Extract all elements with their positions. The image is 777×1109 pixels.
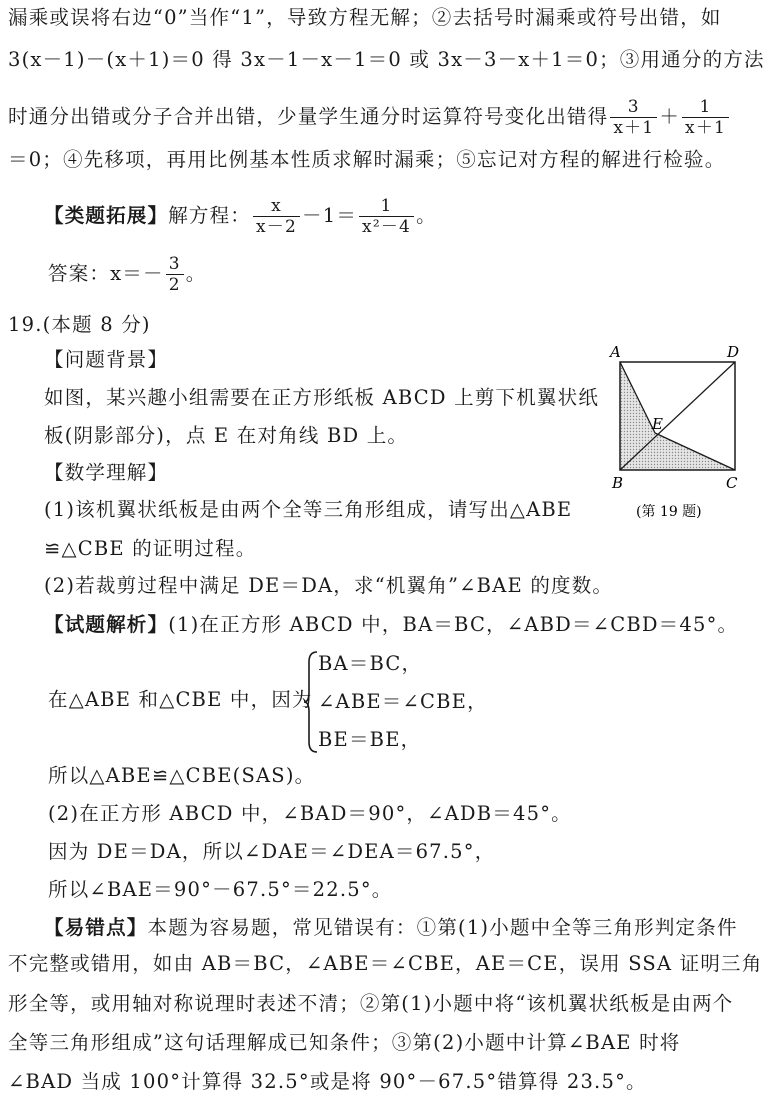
label-a: A	[610, 343, 621, 361]
answer-end: 。	[185, 262, 207, 285]
fraction-denominator: x＋1	[685, 118, 727, 138]
condition-1: BA＝BC，	[318, 652, 423, 675]
fraction-denominator: x＋1	[613, 118, 655, 138]
error-line-1-text: 本题为容易题，常见错误有：①第(1)小题中全等三角形判定条件	[147, 916, 738, 939]
text-line-4: ＝0；④先移项，再用比例基本性质求解时漏乘；⑤忘记对方程的解进行检验。	[8, 148, 726, 171]
fraction-1	[610, 97, 657, 138]
text-line-2: 3(x－1)－(x＋1)＝0 得 3x－1－x－1＝0 或 3x－3－x＋1＝0；③用通分的方法	[8, 48, 765, 71]
solution-tag: 【试题解析】	[44, 613, 169, 636]
background-line-2: 板(阴影部分)，点 E 在对角线 BD 上。	[44, 424, 409, 447]
fraction-denominator: x－2	[256, 217, 298, 237]
answer-fraction	[166, 254, 184, 295]
condition-3: BE＝BE，	[318, 728, 422, 751]
background-tag: 【问题背景】	[44, 348, 169, 371]
extension-tag: 【类题拓展】	[44, 204, 169, 227]
solution-line-2: 在△ABE 和△CBE 中，因为	[48, 688, 313, 711]
error-line-5: ∠BAD 当成 100°计算得 32.5°或是将 90°－67.5°错算得 23.5°。	[8, 1070, 647, 1093]
plus-sign: ＋	[659, 105, 681, 128]
fraction-numerator: 3	[610, 97, 657, 118]
error-line-3: 形全等，或用轴对称说理时表述不清；②第(1)小题中将“该机翼状纸板是由两个	[8, 992, 734, 1015]
fraction-2	[682, 97, 729, 138]
text-line-3-main: 时通分出错或分子合并出错，少量学生通分时运算符号变化出错得	[8, 105, 609, 128]
math-line-1: (1)该机翼状纸板是由两个全等三角形组成，请写出△ABE	[44, 498, 573, 521]
solution-line-5: 因为 DE＝DA，所以∠DAE＝∠DEA＝67.5°，	[48, 840, 496, 863]
curly-brace	[303, 650, 319, 754]
extension-fraction-1	[253, 196, 300, 237]
solution-line-1-text: (1)在正方形 ABCD 中，BA＝BC，∠ABD＝∠CBD＝45°。	[168, 613, 739, 636]
math-line-1b: ≌△CBE 的证明过程。	[44, 537, 257, 560]
extension-line	[44, 196, 757, 237]
background-line-1: 如图，某兴趣小组需要在正方形纸板 ABCD 上剪下机翼状纸	[44, 386, 600, 409]
error-line-2: 不完整或错用，如由 AB＝BC，∠ABE＝∠CBE，AE＝CE，误用 SSA 证明三角	[8, 952, 763, 975]
solution-line-3: 所以△ABE≌△CBE(SAS)。	[48, 764, 316, 787]
solution-line-4: (2)在正方形 ABCD 中，∠BAD＝90°，∠ADB＝45°。	[48, 802, 572, 825]
error-tag: 【易错点】	[44, 916, 148, 939]
extension-fraction-2	[359, 196, 414, 237]
question-19-header: 19.(本题 8 分)	[8, 313, 151, 336]
fraction-numerator: x	[253, 196, 300, 217]
square-figure	[608, 340, 758, 520]
fraction-numerator: 1	[682, 97, 729, 118]
fraction-denominator: 2	[168, 275, 181, 295]
fraction-numerator: 3	[166, 254, 184, 275]
condition-2: ∠ABE＝∠CBE，	[318, 690, 488, 713]
math-tag: 【数学理解】	[44, 461, 169, 484]
label-e: E	[652, 415, 663, 433]
answer-line	[48, 254, 757, 295]
extension-end: 。	[416, 204, 437, 227]
label-d: D	[727, 343, 740, 361]
fraction-denominator: x²－4	[362, 217, 412, 237]
label-c: C	[726, 474, 738, 492]
error-line-1	[44, 914, 757, 942]
answer-label: 答案：x＝－	[48, 262, 164, 285]
error-line-4: 全等三角形组成”这句话理解成已知条件；③第(2)小题中计算∠BAE 时将	[8, 1031, 681, 1054]
text-line-3	[8, 97, 757, 138]
figure-caption: (第 19 题)	[636, 504, 702, 520]
math-line-2: (2)若裁剪过程中满足 DE＝DA，求“机翼角”∠BAE 的度数。	[44, 574, 614, 597]
label-b: B	[612, 474, 624, 492]
solution-line-6: 所以∠BAE＝90°－67.5°＝22.5°。	[48, 878, 393, 901]
extension-mid: －1＝	[302, 204, 358, 227]
extension-label: 解方程：	[168, 204, 252, 227]
text-line-1: 漏乘或误将右边“0”当作“1”，导致方程无解；②去括号时漏乘或符号出错，如	[8, 6, 722, 29]
solution-line-1	[44, 611, 757, 639]
fraction-numerator: 1	[359, 196, 414, 217]
